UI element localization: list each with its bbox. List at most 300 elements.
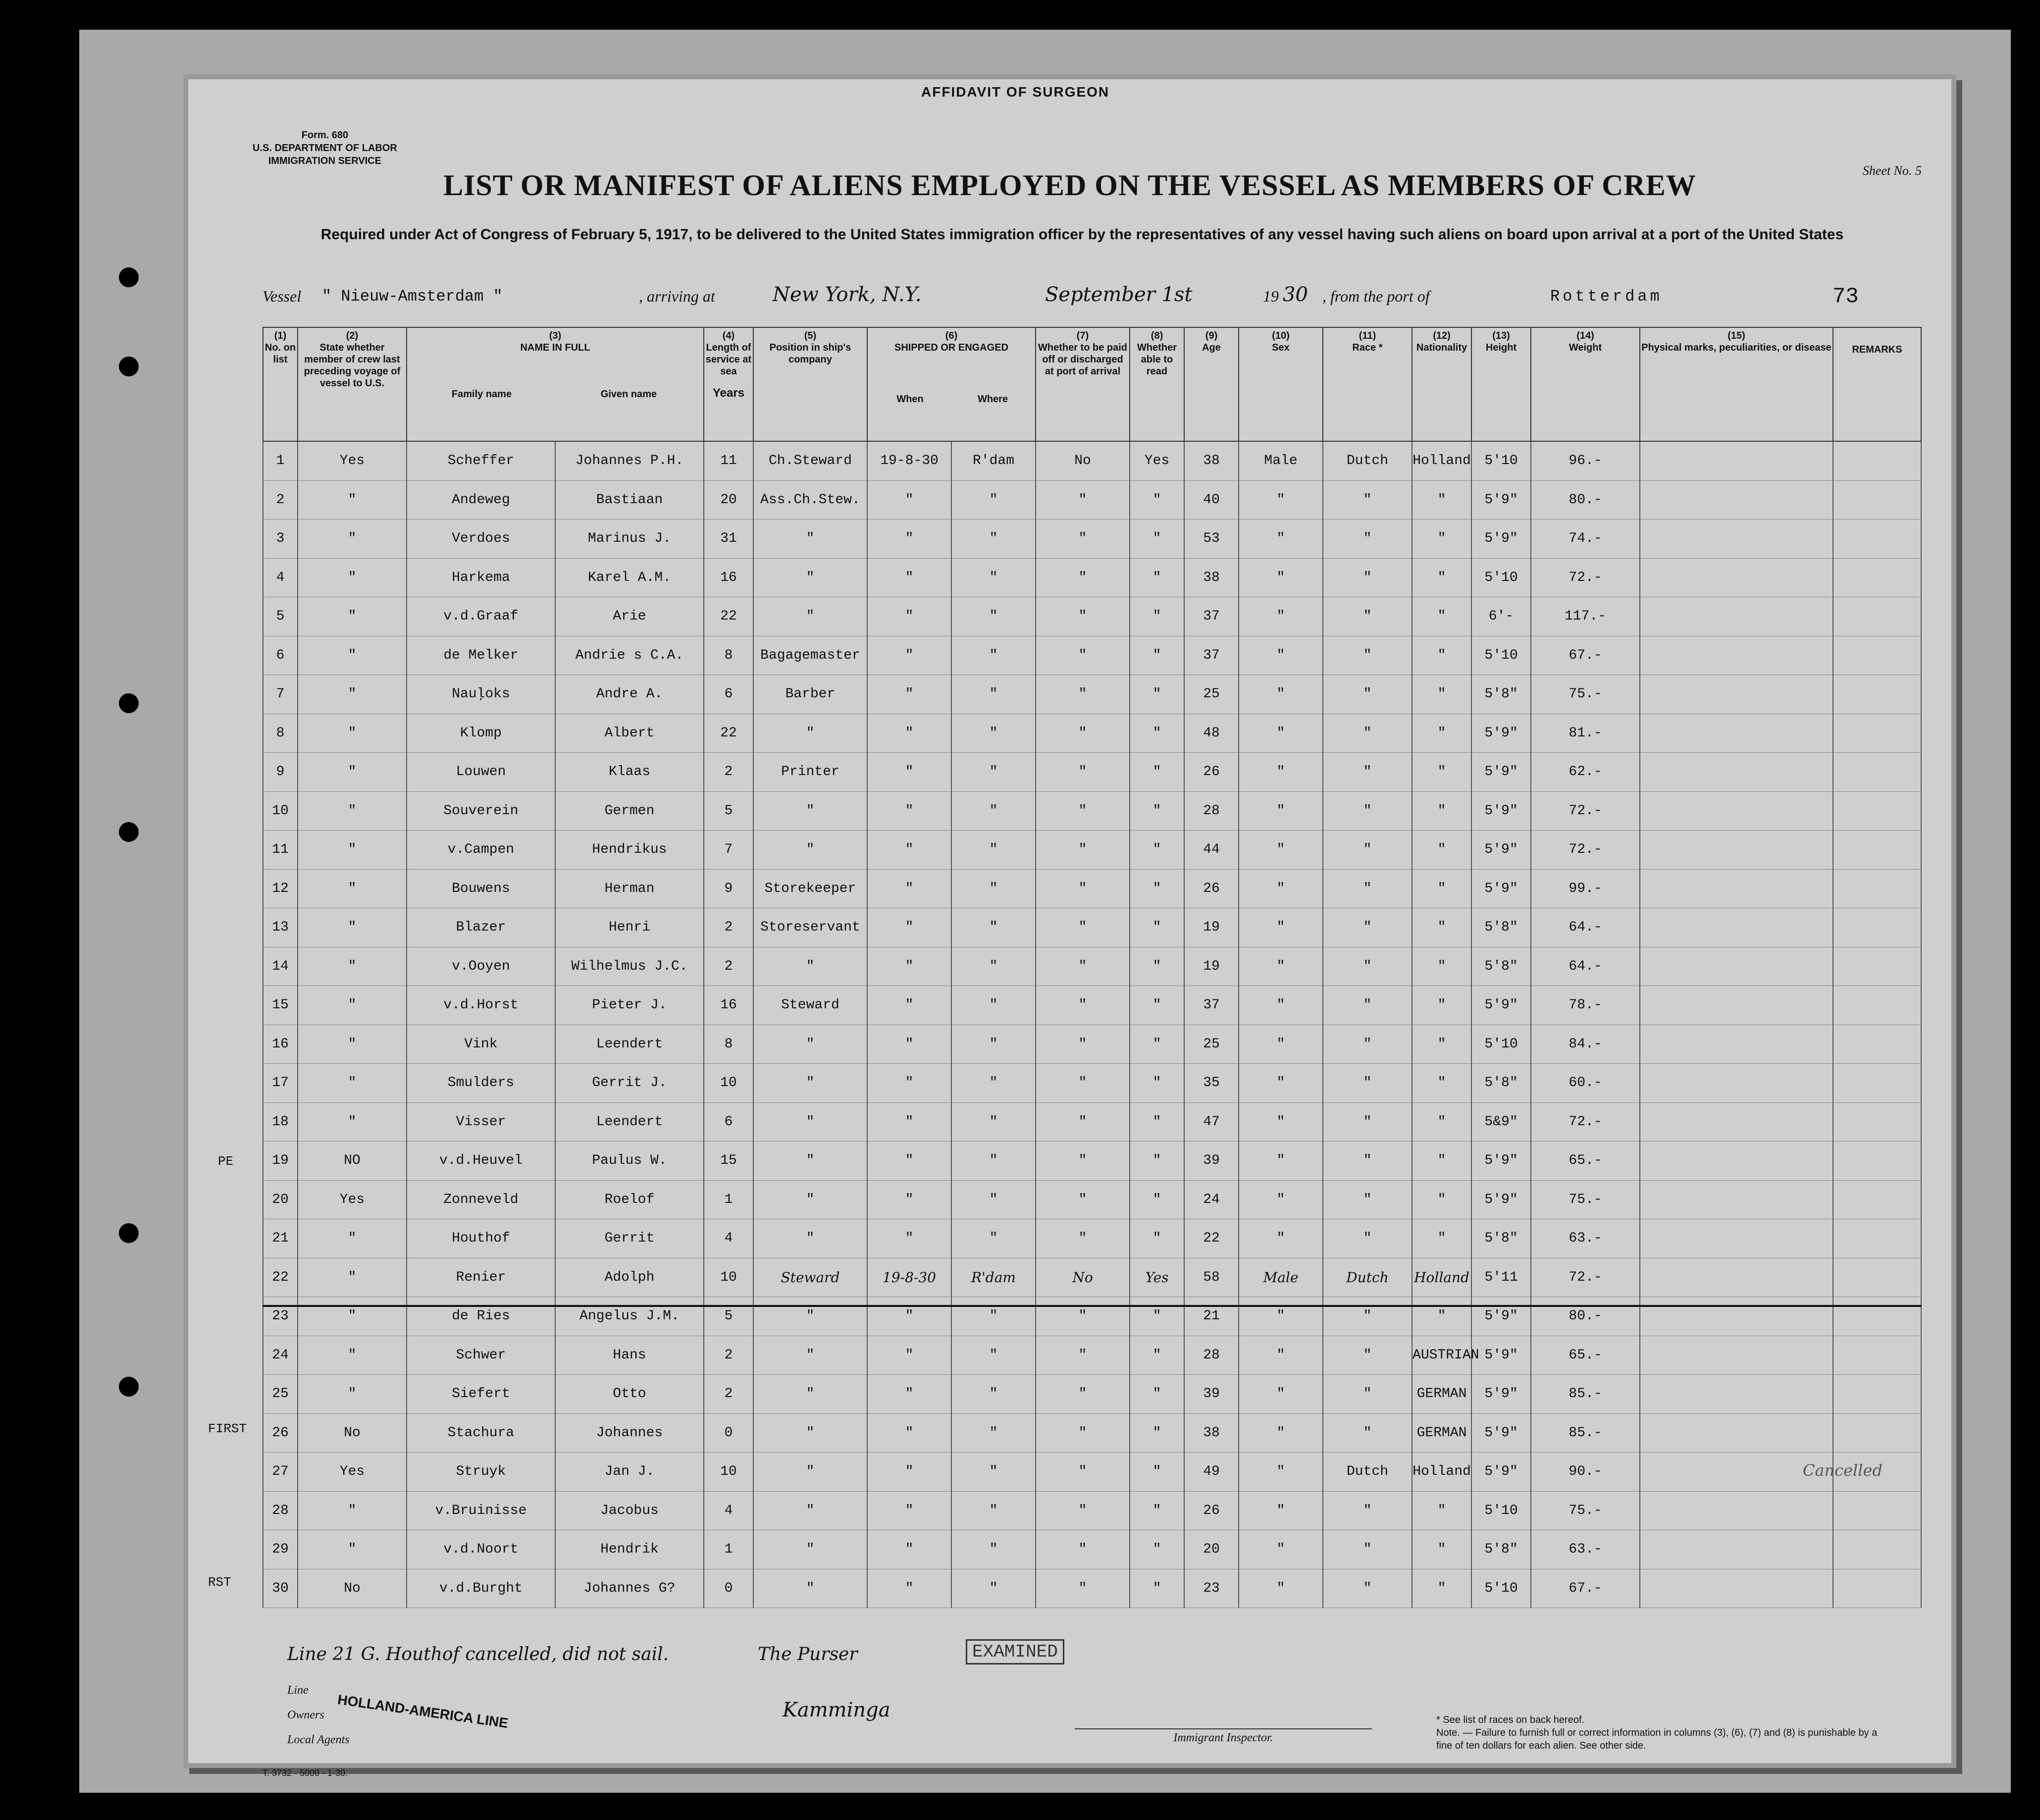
row-no-cell: 18	[263, 1102, 298, 1142]
row-no-cell: 15	[263, 986, 298, 1025]
position-cell: "	[753, 1491, 867, 1530]
row-no-cell: 28	[263, 1491, 298, 1530]
height-cell: 5'8"	[1471, 947, 1531, 986]
age-cell: 39	[1184, 1375, 1239, 1414]
examined-stamp: EXAMINED	[966, 1639, 1064, 1664]
years-at-sea-cell: 1	[704, 1530, 753, 1569]
remarks-cell	[1833, 558, 1921, 597]
weight-cell: 64.-	[1531, 947, 1640, 986]
position-cell: Storekeeper	[753, 869, 867, 908]
paid-off-cell: "	[1036, 986, 1130, 1025]
height-cell: 5'8"	[1471, 1219, 1531, 1258]
row-no-cell: 26	[263, 1413, 298, 1453]
position-cell: Storeservant	[753, 908, 867, 947]
physical-marks-cell	[1640, 675, 1833, 714]
height-cell: 5'10	[1471, 1491, 1531, 1530]
race-cell: "	[1323, 1297, 1412, 1336]
nationality-cell: "	[1412, 714, 1471, 753]
table-row	[263, 1569, 1921, 1608]
height-cell: 5'9"	[1471, 753, 1531, 792]
paid-off-cell: "	[1036, 714, 1130, 753]
paid-off-cell: "	[1036, 1530, 1130, 1569]
remarks-cell	[1833, 1569, 1921, 1608]
shipped-where-cell: "	[951, 908, 1036, 947]
given-name-cell: Hendrikus	[555, 831, 704, 870]
weight-cell: 67.-	[1531, 1569, 1640, 1608]
previous-voyage-cell: "	[298, 1102, 407, 1142]
remarks-cell	[1833, 520, 1921, 559]
paid-off-cell: "	[1036, 1453, 1130, 1492]
years-at-sea-cell: 1	[704, 1180, 753, 1219]
shipped-where-cell: "	[951, 597, 1036, 636]
race-cell: "	[1323, 520, 1412, 559]
punch-hole	[119, 693, 139, 713]
table-row	[263, 480, 1921, 520]
page-title: LIST OR MANIFEST OF ALIENS EMPLOYED ON THE VESSEL AS MEMBERS OF CREW	[443, 169, 1696, 202]
remarks-cell	[1833, 1258, 1921, 1297]
nationality-cell: "	[1412, 986, 1471, 1025]
table-row	[263, 636, 1921, 675]
race-cell: "	[1323, 947, 1412, 986]
shipped-where-cell: R'dam	[951, 441, 1036, 480]
col-no: (1) No. on list	[263, 327, 298, 441]
remarks-cell	[1833, 1219, 1921, 1258]
shipped-where-cell: "	[951, 947, 1036, 986]
sex-cell: "	[1239, 636, 1323, 675]
sex-cell: "	[1239, 1297, 1323, 1336]
col-given-name: Given name	[600, 389, 657, 400]
previous-voyage-cell: NO	[298, 1142, 407, 1181]
row-no-cell: 24	[263, 1336, 298, 1375]
col-family-name: Family name	[451, 389, 512, 400]
height-cell: 5'9"	[1471, 1297, 1531, 1336]
col-remarks: REMARKS	[1833, 327, 1921, 441]
able-to-read-cell: "	[1130, 831, 1184, 870]
physical-marks-cell	[1640, 1375, 1833, 1414]
previous-voyage-cell: "	[298, 1297, 407, 1336]
immigrant-inspector-label: Immigrant Inspector.	[1075, 1728, 1372, 1745]
family-name-cell: Struyk	[407, 1453, 555, 1492]
race-cell: "	[1323, 1180, 1412, 1219]
footnote-fine: Note. — Failure to furnish full or correct information in columns (3), (6), (7) and (8) is punishable by a fine of ten dollars for each alien. See other side.	[1436, 1727, 1878, 1751]
table-row	[263, 441, 1921, 480]
years-at-sea-cell: 10	[704, 1453, 753, 1492]
local-agents-label: Local Agents	[287, 1733, 350, 1746]
age-cell: 37	[1184, 636, 1239, 675]
paid-off-cell: "	[1036, 1064, 1130, 1103]
remarks-cell	[1833, 1025, 1921, 1064]
family-name-cell: Blazer	[407, 908, 555, 947]
row-no-cell: 17	[263, 1064, 298, 1103]
margin-mark-first: FIRST	[208, 1421, 247, 1436]
previous-voyage-cell: "	[298, 791, 407, 831]
table-row	[263, 675, 1921, 714]
previous-voyage-cell: "	[298, 1375, 407, 1414]
position-cell: Bagagemaster	[753, 636, 867, 675]
table-row	[263, 1336, 1921, 1375]
age-cell: 26	[1184, 753, 1239, 792]
sex-cell: "	[1239, 558, 1323, 597]
table-row	[263, 947, 1921, 986]
years-at-sea-cell: 5	[704, 1297, 753, 1336]
sex-cell: "	[1239, 1064, 1323, 1103]
nationality-cell: "	[1412, 558, 1471, 597]
position-cell: "	[753, 1569, 867, 1608]
race-cell: "	[1323, 1491, 1412, 1530]
row-no-cell: 2	[263, 480, 298, 520]
row-no-cell: 16	[263, 1025, 298, 1064]
previous-voyage-cell: "	[298, 1530, 407, 1569]
sex-cell: "	[1239, 753, 1323, 792]
physical-marks-cell	[1640, 986, 1833, 1025]
shipped-where-cell: "	[951, 831, 1036, 870]
col-paid-off: (7) Whether to be paid off or discharged at port of arrival	[1036, 327, 1130, 441]
shipped-where-cell: "	[951, 1102, 1036, 1142]
margin-mark-rst: RST	[208, 1575, 231, 1590]
shipped-when-cell: "	[867, 753, 951, 792]
physical-marks-cell	[1640, 441, 1833, 480]
affidavit-heading: AFFIDAVIT OF SURGEON	[921, 84, 1110, 100]
paid-off-cell: "	[1036, 869, 1130, 908]
physical-marks-cell	[1640, 1491, 1833, 1530]
shipped-where-cell: "	[951, 753, 1036, 792]
race-cell: "	[1323, 1219, 1412, 1258]
able-to-read-cell: "	[1130, 908, 1184, 947]
paid-off-cell: "	[1036, 1491, 1130, 1530]
table-row	[263, 1530, 1921, 1569]
age-cell: 39	[1184, 1142, 1239, 1181]
height-cell: 5'9"	[1471, 1336, 1531, 1375]
position-cell: "	[753, 1453, 867, 1492]
physical-marks-cell	[1640, 480, 1833, 520]
punch-hole	[119, 1223, 139, 1243]
nationality-cell: "	[1412, 947, 1471, 986]
previous-voyage-cell: "	[298, 1258, 407, 1297]
age-cell: 35	[1184, 1064, 1239, 1103]
age-cell: 21	[1184, 1297, 1239, 1336]
table-row	[263, 1453, 1921, 1492]
previous-voyage-cell: "	[298, 869, 407, 908]
given-name-cell: Herman	[555, 869, 704, 908]
previous-voyage-cell: "	[298, 986, 407, 1025]
age-cell: 58	[1184, 1258, 1239, 1297]
shipped-where-cell: "	[951, 869, 1036, 908]
given-name-cell: Andre A.	[555, 675, 704, 714]
shipped-where-cell: R'dam	[951, 1258, 1036, 1297]
position-cell: Steward	[753, 986, 867, 1025]
height-cell: 5'8"	[1471, 1530, 1531, 1569]
years-at-sea-cell: 15	[704, 1142, 753, 1181]
previous-voyage-cell: "	[298, 1491, 407, 1530]
able-to-read-cell: "	[1130, 558, 1184, 597]
family-name-cell: Vink	[407, 1025, 555, 1064]
row-no-cell: 12	[263, 869, 298, 908]
position-cell: "	[753, 1336, 867, 1375]
family-name-cell: de Ries	[407, 1297, 555, 1336]
able-to-read-cell: "	[1130, 791, 1184, 831]
col-years: (4) Length of service at sea Years	[704, 327, 753, 441]
race-cell: "	[1323, 636, 1412, 675]
nationality-cell: "	[1412, 1219, 1471, 1258]
shipped-when-cell: "	[867, 1336, 951, 1375]
age-cell: 25	[1184, 1025, 1239, 1064]
shipped-where-cell: "	[951, 1064, 1036, 1103]
handwritten-cancellation-note: Line 21 G. Houthof cancelled, did not sail.	[287, 1644, 669, 1664]
weight-cell: 84.-	[1531, 1025, 1640, 1064]
given-name-cell: Johannes	[555, 1413, 704, 1453]
race-cell: Dutch	[1323, 1258, 1412, 1297]
shipped-when-cell: "	[867, 869, 951, 908]
physical-marks-cell	[1640, 1025, 1833, 1064]
row-no-cell: 29	[263, 1530, 298, 1569]
previous-voyage-cell: "	[298, 831, 407, 870]
weight-cell: 72.-	[1531, 1102, 1640, 1142]
paid-off-cell: "	[1036, 636, 1130, 675]
table-row	[263, 986, 1921, 1025]
print-code: T. 3732 - 5000 - 1-30.	[262, 1768, 348, 1778]
race-cell: "	[1323, 986, 1412, 1025]
previous-voyage-cell: No	[298, 1569, 407, 1608]
years-at-sea-cell: 8	[704, 636, 753, 675]
table-row	[263, 1219, 1921, 1258]
arriving-port: New York, N.Y.	[773, 283, 922, 306]
position-cell: "	[753, 714, 867, 753]
sex-cell: "	[1239, 1569, 1323, 1608]
able-to-read-cell: "	[1130, 1336, 1184, 1375]
remarks-cell	[1833, 791, 1921, 831]
row-no-cell: 9	[263, 753, 298, 792]
arriving-label: , arriving at	[639, 287, 715, 305]
weight-cell: 75.-	[1531, 675, 1640, 714]
sex-cell: "	[1239, 1025, 1323, 1064]
nationality-cell: Holland	[1412, 1453, 1471, 1492]
shipped-when-cell: "	[867, 1453, 951, 1492]
paid-off-cell: "	[1036, 1219, 1130, 1258]
given-name-cell: Henri	[555, 908, 704, 947]
sex-cell: "	[1239, 1491, 1323, 1530]
able-to-read-cell: "	[1130, 520, 1184, 559]
given-name-cell: Leendert	[555, 1025, 704, 1064]
family-name-cell: Visser	[407, 1102, 555, 1142]
position-cell: Ass.Ch.Stew.	[753, 480, 867, 520]
weight-cell: 60.-	[1531, 1064, 1640, 1103]
nationality-cell: "	[1412, 1102, 1471, 1142]
race-cell: "	[1323, 831, 1412, 870]
height-cell: 5&9"	[1471, 1102, 1531, 1142]
sex-cell: "	[1239, 714, 1323, 753]
age-cell: 28	[1184, 791, 1239, 831]
position-cell: "	[753, 1219, 867, 1258]
sex-cell: Male	[1239, 1258, 1323, 1297]
age-cell: 28	[1184, 1336, 1239, 1375]
shipped-where-cell: "	[951, 791, 1036, 831]
sex-cell: "	[1239, 791, 1323, 831]
table-row	[263, 1258, 1921, 1297]
paid-off-cell: "	[1036, 1336, 1130, 1375]
years-at-sea-cell: 31	[704, 520, 753, 559]
table-row	[263, 1142, 1921, 1181]
col-previous-voyage: (2) State whether member of crew last preceding voyage of vessel to U.S.	[298, 327, 407, 441]
shipped-when-cell: "	[867, 1569, 951, 1608]
given-name-cell: Adolph	[555, 1258, 704, 1297]
weight-cell: 80.-	[1531, 1297, 1640, 1336]
weight-cell: 65.-	[1531, 1336, 1640, 1375]
position-cell: Steward	[753, 1258, 867, 1297]
sex-cell: "	[1239, 986, 1323, 1025]
physical-marks-cell	[1640, 1413, 1833, 1453]
shipped-where-cell: "	[951, 1336, 1036, 1375]
able-to-read-cell: "	[1130, 480, 1184, 520]
height-cell: 5'9"	[1471, 791, 1531, 831]
col-age: (9) Age	[1184, 327, 1239, 441]
weight-cell: 117.-	[1531, 597, 1640, 636]
race-cell: "	[1323, 908, 1412, 947]
family-name-cell: Andeweg	[407, 480, 555, 520]
previous-voyage-cell: No	[298, 1413, 407, 1453]
punch-hole	[119, 267, 139, 287]
table-row	[263, 1102, 1921, 1142]
position-cell: "	[753, 831, 867, 870]
age-cell: 47	[1184, 1102, 1239, 1142]
row-no-cell: 4	[263, 558, 298, 597]
sex-cell: "	[1239, 908, 1323, 947]
weight-cell: 78.-	[1531, 986, 1640, 1025]
age-cell: 38	[1184, 441, 1239, 480]
page-subtitle: Required under Act of Congress of February 5, 1917, to be delivered to the United States immigration officer by the representatives of any vessel having such aliens on board upon arrival at a port of the United States	[320, 226, 1844, 243]
age-cell: 24	[1184, 1180, 1239, 1219]
punch-hole	[119, 822, 139, 842]
paid-off-cell: "	[1036, 1375, 1130, 1414]
race-cell: "	[1323, 714, 1412, 753]
form-identifier	[253, 129, 397, 167]
col-read: (8) Whether able to read	[1130, 327, 1184, 441]
row-no-cell: 30	[263, 1569, 298, 1608]
page-number: 73	[1832, 284, 1859, 309]
table-row	[263, 520, 1921, 559]
family-name-cell: Nauļoks	[407, 675, 555, 714]
weight-cell: 85.-	[1531, 1375, 1640, 1414]
physical-marks-cell	[1640, 636, 1833, 675]
sex-cell: Male	[1239, 441, 1323, 480]
remarks-cell	[1833, 636, 1921, 675]
shipped-where-cell: "	[951, 636, 1036, 675]
given-name-cell: Andrie s C.A.	[555, 636, 704, 675]
family-name-cell: Houthof	[407, 1219, 555, 1258]
remarks-cancelled: Cancelled	[1803, 1461, 1883, 1480]
remarks-cell	[1833, 1064, 1921, 1103]
row-no-cell: 8	[263, 714, 298, 753]
previous-voyage-cell: Yes	[298, 1180, 407, 1219]
sex-cell: "	[1239, 675, 1323, 714]
col-race: (11) Race *	[1323, 327, 1412, 441]
able-to-read-cell: "	[1130, 869, 1184, 908]
nationality-cell: "	[1412, 597, 1471, 636]
shipped-where-cell: "	[951, 1569, 1036, 1608]
able-to-read-cell: "	[1130, 986, 1184, 1025]
given-name-cell: Hendrik	[555, 1530, 704, 1569]
shipped-when-cell: "	[867, 908, 951, 947]
vessel-line	[262, 283, 1922, 317]
from-label: , from the port of	[1322, 287, 1430, 305]
previous-voyage-cell: "	[298, 636, 407, 675]
given-name-cell: Otto	[555, 1375, 704, 1414]
years-at-sea-cell: 4	[704, 1219, 753, 1258]
from-port: Rotterdam	[1550, 287, 1663, 306]
nationality-cell: "	[1412, 1297, 1471, 1336]
weight-cell: 99.-	[1531, 869, 1640, 908]
table-row	[263, 558, 1921, 597]
shipped-when-cell: "	[867, 1142, 951, 1181]
years-at-sea-cell: 2	[704, 908, 753, 947]
nationality-cell: AUSTRIAN	[1412, 1336, 1471, 1375]
family-name-cell: Scheffer	[407, 441, 555, 480]
family-name-cell: v.d.Noort	[407, 1530, 555, 1569]
previous-voyage-cell: "	[298, 1336, 407, 1375]
years-at-sea-cell: 16	[704, 986, 753, 1025]
age-cell: 38	[1184, 1413, 1239, 1453]
previous-voyage-cell: "	[298, 753, 407, 792]
row-no-cell: 13	[263, 908, 298, 947]
paid-off-cell: "	[1036, 1297, 1130, 1336]
age-cell: 37	[1184, 986, 1239, 1025]
age-cell: 23	[1184, 1569, 1239, 1608]
physical-marks-cell	[1640, 1530, 1833, 1569]
footnote	[1436, 1714, 1892, 1752]
shipped-when-cell: "	[867, 1375, 951, 1414]
table-row	[263, 714, 1921, 753]
position-cell: "	[753, 1297, 867, 1336]
table-row	[263, 597, 1921, 636]
family-name-cell: v.Campen	[407, 831, 555, 870]
sex-cell: "	[1239, 1375, 1323, 1414]
shipped-when-cell: "	[867, 1025, 951, 1064]
row-no-cell: 3	[263, 520, 298, 559]
weight-cell: 65.-	[1531, 1142, 1640, 1181]
shipped-where-cell: "	[951, 675, 1036, 714]
col-height: (13) Height	[1471, 327, 1531, 441]
family-name-cell: Harkema	[407, 558, 555, 597]
position-cell: "	[753, 520, 867, 559]
paid-off-cell: No	[1036, 1258, 1130, 1297]
weight-cell: 85.-	[1531, 1413, 1640, 1453]
race-cell: "	[1323, 791, 1412, 831]
family-name-cell: Klomp	[407, 714, 555, 753]
shipped-when-cell: "	[867, 1413, 951, 1453]
paid-off-cell: "	[1036, 791, 1130, 831]
shipped-where-cell: "	[951, 558, 1036, 597]
able-to-read-cell: "	[1130, 1025, 1184, 1064]
row-no-cell: 21	[263, 1219, 298, 1258]
age-cell: 20	[1184, 1530, 1239, 1569]
height-cell: 5'9"	[1471, 1180, 1531, 1219]
previous-voyage-cell: "	[298, 558, 407, 597]
sex-cell: "	[1239, 869, 1323, 908]
height-cell: 5'10	[1471, 558, 1531, 597]
shipped-when-cell: "	[867, 1297, 951, 1336]
remarks-cell	[1833, 1375, 1921, 1414]
weight-cell: 63.-	[1531, 1219, 1640, 1258]
able-to-read-cell: "	[1130, 636, 1184, 675]
remarks-cell	[1833, 1491, 1921, 1530]
weight-cell: 72.-	[1531, 791, 1640, 831]
race-cell: "	[1323, 1569, 1412, 1608]
position-cell: "	[753, 947, 867, 986]
height-cell: 5'9"	[1471, 1413, 1531, 1453]
family-name-cell: Zonneveld	[407, 1180, 555, 1219]
years-at-sea-cell: 4	[704, 1491, 753, 1530]
paid-off-cell: "	[1036, 1102, 1130, 1142]
height-cell: 5'10	[1471, 1569, 1531, 1608]
